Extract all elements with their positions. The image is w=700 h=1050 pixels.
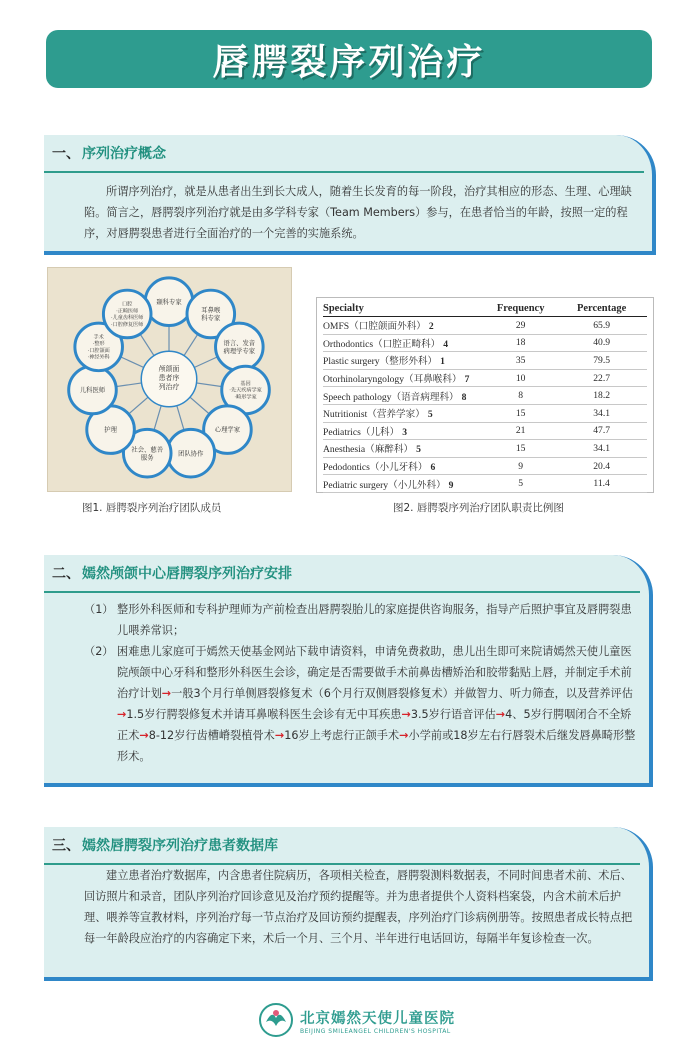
- step-text: [117, 641, 639, 767]
- step-label: （1）: [84, 603, 114, 616]
- step-segment: 4、5岁行腭咽闭合不全矫正术: [117, 708, 632, 742]
- center-node: [141, 351, 197, 407]
- table-header-row: [323, 302, 647, 317]
- section-number: 二、: [52, 566, 80, 582]
- specialty-name: Pediatric surgery（小儿外科）: [323, 479, 446, 491]
- table-row: [323, 369, 647, 387]
- team-node-label: ·口腔颌面: [87, 347, 110, 354]
- table-row: [323, 475, 647, 493]
- team-node-label: 颞科专家: [156, 298, 182, 306]
- figure1-caption: 图1. 唇腭裂序列治疗团队成员: [82, 502, 222, 514]
- team-node-label: 儿科医师: [79, 387, 106, 395]
- step-segment: 3.5岁行语音评估: [410, 708, 496, 721]
- frequency-cell: 18: [485, 334, 556, 352]
- team-node-label: ·口腔修复医师: [110, 321, 144, 328]
- percentage-cell: 47.7: [556, 422, 647, 440]
- figure2-caption: 图2. 唇腭裂序列治疗团队职责比例图: [393, 502, 564, 514]
- table-row: [323, 317, 647, 335]
- center-node-label: 颅颌面: [158, 365, 180, 374]
- team-node-label: 耳鼻喉: [201, 307, 221, 315]
- team-node-label: 科专家: [201, 315, 221, 323]
- table-row: [323, 440, 647, 458]
- percentage-cell: 40.9: [556, 334, 647, 352]
- title-banner: [46, 30, 652, 88]
- arrow-icon: →: [401, 708, 411, 721]
- section-body: 建立患者治疗数据库，内含患者住院病历，各项相关检查，唇腭裂测料数据表，不同时间患者术前、术后、回访照片和录音，团队序列治疗回诊意见及治疗预约提醒等。并为患者提供个人资料档案袋，内含术前术后护理、喂养等宣教材料，序列治疗每一节点治疗及回访预约提醒表，序列治疗门诊病例册等。按照患者成长特点把每一年龄段应治疗的内容确定下来，术后一个月、三个月、半年进行电话回访，每隔半年复诊检查一次。: [84, 869, 633, 945]
- team-node-label: ·儿童齿科医师: [110, 315, 144, 322]
- section-body: 所谓序列治疗，就是从患者出生到长大成人，随着生长发育的每一阶段，治疗其相应的形态、生理、心理缺陷。简言之，唇腭裂序列治疗就是由多学科专家（Team Members）参与，在患者恰当的年龄，按照一定的程序，对唇腭裂患者进行全面治疗的一个完善的实施系统。: [84, 185, 632, 240]
- step-segment: 1.5岁行腭裂修复术并请耳鼻喉科医生会诊有无中耳疾患: [126, 708, 402, 721]
- team-node-label: ·整形: [92, 341, 105, 348]
- col-percentage: Percentage: [556, 302, 647, 317]
- step-1: [84, 599, 639, 641]
- team-node: [103, 290, 151, 338]
- team-node: [69, 366, 117, 414]
- section-title: 嫣然唇腭裂序列治疗患者数据库: [82, 838, 278, 854]
- specialty-name: Orthodontics（口腔正畸科）: [323, 338, 441, 350]
- specialty-rank: 9: [448, 479, 454, 491]
- specialty-cell: [323, 317, 485, 335]
- frequency-cell: 9: [485, 457, 556, 475]
- team-node-label: 护理: [104, 426, 117, 434]
- table-row: [323, 387, 647, 405]
- center-node-label: 患者序: [158, 373, 180, 382]
- section-number: 三、: [52, 838, 80, 854]
- section-title: 序列治疗概念: [82, 146, 166, 162]
- team-diagram-svg: [48, 268, 291, 491]
- table-row: [323, 422, 647, 440]
- specialty-cell: [323, 352, 485, 370]
- specialty-name: Nutritionist（营养学家）: [323, 409, 425, 421]
- specialty-rank: 5: [427, 409, 433, 421]
- specialty-cell: [323, 440, 485, 458]
- specialty-name: Plastic surgery（整形外科）: [323, 356, 438, 368]
- specialty-table: [323, 302, 647, 493]
- specialty-name: Otorhinolaryngology（耳鼻喉科）: [323, 374, 462, 386]
- specialty-name: Pediatrics（儿科）: [323, 426, 400, 438]
- specialty-name: Speech pathology（语音病理科）: [323, 391, 459, 403]
- arrow-icon: →: [399, 729, 409, 742]
- team-node: [167, 429, 215, 477]
- arrow-icon: →: [139, 729, 149, 742]
- team-node-label: 心理学家: [214, 426, 241, 434]
- specialty-rank: 8: [461, 391, 467, 403]
- section-database: [44, 827, 653, 981]
- hospital-name-en: BEIJING SMILEANGEL CHILDREN'S HOSPITAL: [300, 1028, 451, 1035]
- specialty-rank: 1: [440, 356, 445, 368]
- frequency-cell: 15: [485, 440, 556, 458]
- section-arrangement: [44, 555, 653, 787]
- team-node-label: 口腔: [122, 301, 133, 308]
- team-node-label: 社会、慈善: [131, 446, 164, 454]
- page-title: 唇腭裂序列治疗: [212, 41, 486, 83]
- specialty-rank: 5: [416, 444, 421, 456]
- frequency-cell: 21: [485, 422, 556, 440]
- specialty-cell: [323, 387, 485, 405]
- specialty-frequency-table: [316, 297, 654, 493]
- percentage-cell: 65.9: [556, 317, 647, 335]
- percentage-cell: 79.5: [556, 352, 647, 370]
- col-frequency: Frequency: [485, 302, 556, 317]
- specialty-name: OMFS（口腔颌面外科）: [323, 321, 426, 333]
- specialty-rank: 4: [443, 338, 449, 350]
- specialty-cell: [323, 369, 485, 387]
- arrow-icon: →: [495, 708, 506, 721]
- specialty-name: Pedodontics（小儿牙科）: [323, 462, 428, 474]
- arrow-icon: →: [274, 729, 285, 742]
- arrow-icon: →: [117, 708, 127, 721]
- step-label: （2）: [84, 645, 114, 658]
- specialty-cell: [323, 422, 485, 440]
- frequency-cell: 35: [485, 352, 556, 370]
- team-node-label: ·畸形学家: [234, 394, 257, 401]
- percentage-cell: 34.1: [556, 404, 647, 422]
- specialty-rank: 7: [464, 374, 470, 386]
- table-row: [323, 457, 647, 475]
- percentage-cell: 18.2: [556, 387, 647, 405]
- table-row: [323, 352, 647, 370]
- team-node-label: 语言、发音: [223, 340, 256, 348]
- percentage-cell: 11.4: [556, 475, 647, 493]
- frequency-cell: 5: [485, 475, 556, 493]
- frequency-cell: 15: [485, 404, 556, 422]
- arrow-icon: →: [161, 687, 172, 700]
- specialty-name: Anesthesia（麻醉科）: [323, 444, 414, 456]
- step-2: [84, 641, 639, 767]
- section-concept: [44, 135, 656, 255]
- frequency-cell: 10: [485, 369, 556, 387]
- percentage-cell: 20.4: [556, 457, 647, 475]
- table-row: [323, 404, 647, 422]
- col-specialty: Specialty: [323, 302, 485, 317]
- step-segment: 一般3个月行单侧唇裂修复术（6个月行双侧唇裂修复术）并做智力、听力筛查，以及营养评估: [171, 687, 633, 700]
- team-node-label: 基因: [240, 380, 251, 387]
- team-node-label: 服务: [140, 454, 154, 462]
- team-node-label: ·先天疾病学家: [229, 387, 262, 394]
- specialty-rank: 3: [402, 426, 408, 438]
- specialty-cell: [323, 457, 485, 475]
- percentage-cell: 22.7: [556, 369, 647, 387]
- specialty-rank: 2: [428, 321, 434, 333]
- team-node-label: 病理学专家: [223, 347, 256, 355]
- section-title: 嫣然颅颌中心唇腭裂序列治疗安排: [82, 566, 292, 582]
- frequency-cell: 29: [485, 317, 556, 335]
- section-header: [44, 555, 640, 593]
- center-node-label: 列治疗: [158, 382, 180, 391]
- hospital-logo: [258, 1000, 455, 1044]
- specialty-cell: [323, 334, 485, 352]
- step-segment: 困难患儿家庭可于嫣然天使基金网站下载申请资料，申请免费救助，患儿出生即可来院请嫣然天使儿童医院颅颌中心牙科和整形外科医生会诊，确定是否需要做手术前鼻齿槽矫治和胶带黏贴上唇，并制定手术前治疗计划: [117, 645, 632, 700]
- table-row: [323, 334, 647, 352]
- percentage-cell: 34.1: [556, 440, 647, 458]
- step-text: 整形外科医师和专科护理师为产前检查出唇腭裂胎儿的家庭提供咨询服务，指导产后照护事宜及唇腭裂患儿喂养常识；: [117, 603, 632, 637]
- team-node: [145, 278, 193, 326]
- team-node-label: 团队协作: [178, 450, 204, 458]
- team-node-label: ·神经外科: [87, 354, 110, 361]
- team-node-label: 手术: [93, 334, 104, 341]
- hospital-name: 北京嫣然天使儿童医院: [300, 1011, 455, 1027]
- step-segment: 小学前或18岁左右行唇裂术后继发唇鼻畸形整形术。: [117, 729, 636, 763]
- step-segment: 8-12岁行齿槽嵴裂植骨术: [148, 729, 275, 742]
- frequency-cell: 8: [485, 387, 556, 405]
- team-node: [216, 323, 264, 371]
- section-number: 一、: [52, 146, 80, 162]
- specialty-cell: [323, 404, 485, 422]
- angel-logo-icon: [258, 1002, 294, 1038]
- section-header: [44, 827, 640, 865]
- specialty-rank: 6: [430, 462, 436, 474]
- step-segment: 16岁上考虑行正颌手术: [284, 729, 400, 742]
- section-header: [44, 135, 644, 173]
- specialty-cell: [323, 475, 485, 493]
- team-members-diagram: [47, 267, 292, 492]
- team-node-label: ·正畸医师: [116, 308, 139, 315]
